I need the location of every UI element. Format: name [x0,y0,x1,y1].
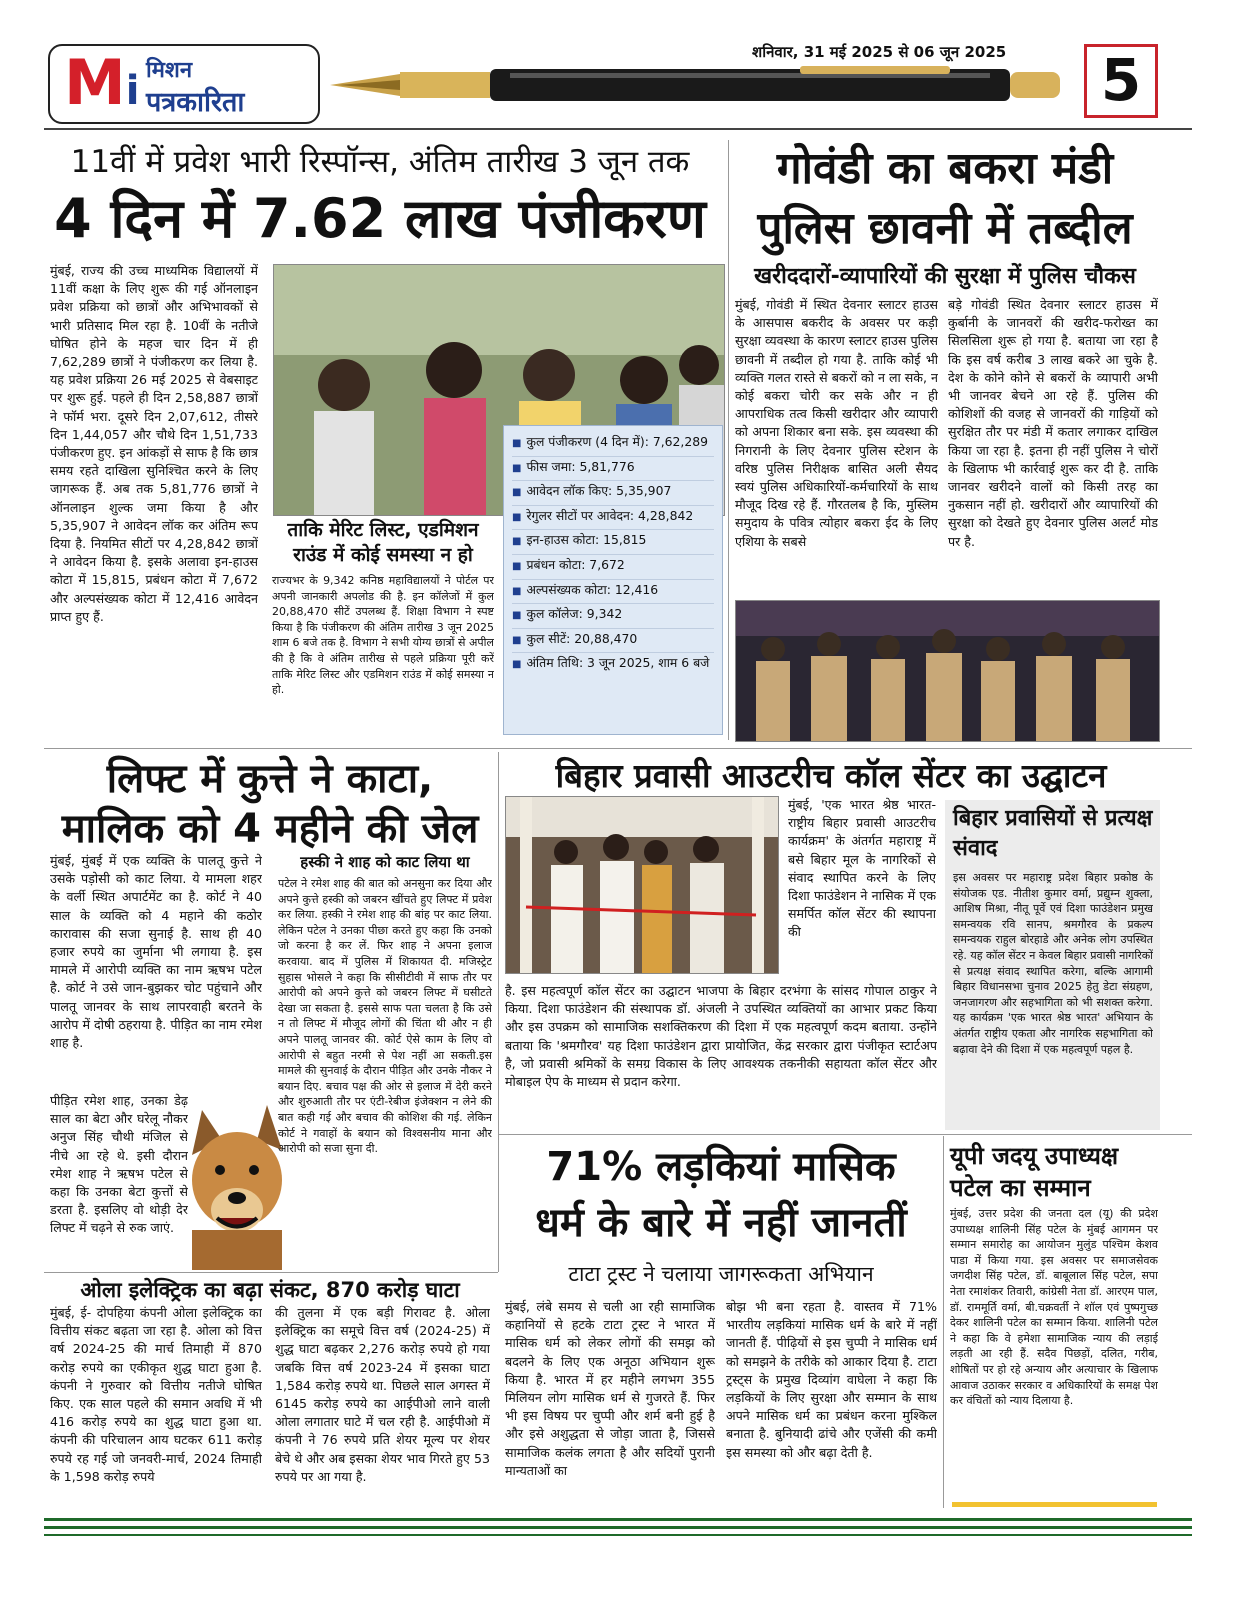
story4-body-top: मुंबई, 'एक भारत श्रेष्ठ भारत-राष्ट्रीय बिहार प्रवासी आउटरीच कार्यक्रम' के अंतर्गत महाराष्ट्र में बसे बिहार मूल के नागरिकों से संवाद स्थापित करने के लिए दिशा फाउंडेशन ने नासिक में एक समर्पित कॉल सेंटर की स्थापना की [788,797,936,940]
story2-body-col1: मुंबई, गोवंडी में स्थित देवनार स्लाटर हाउस के आसपास बकरीद के अवसर पर कड़ी सुरक्षा व्यवस्था के कारण स्लाटर हाउस पुलिस छावनी में तब्दील हो गया है. ताकि कोई भी व्यक्ति गलत रास्ते से बकरों को न ला सके, न कोई बकरा चोरी कर सके और न ही आपराधिक तत्व किसी खरीदार और व्यापारी को अपना शिकार बना सके. इस व्यवस्था की निगरानी के लिए देवनार पुलिस स्टेशन के वरिष्ठ पुलिस निरीक्षक बासित अली सैयद स्वयं पुलिस अधिकारियों-कर्मचारियों के साथ मौजूद दिख रहे हैं. गौरतलब है कि, मुस्लिम समुदाय के पवित्र त्योहार बकरा ईद के लिए एशिया के सबसे [735,297,938,549]
stat-item: ■ अंतिम तिथि: 3 जून 2025, शाम 6 बजे [512,653,714,677]
footer-band [44,1526,1192,1529]
column-rule [728,140,729,740]
footer-band [44,1518,1192,1521]
story6-headline-line2: धर्म के बारे में नहीं जानतीं [535,1200,907,1246]
story1-stats-box [503,425,723,735]
police-photo [735,600,1160,742]
logo-m-mark: Mi [64,46,140,119]
story3-headline-line2: मालिक को 4 महीने की जेल [61,806,479,852]
story7-body: मुंबई, उत्तर प्रदेश की जनता दल (यू) की प्रदेश उपाध्यक्ष शालिनी सिंह पटेल के मुंबई आगमन पर सम्मान समारोह का आयोजन मुलुंड पश्चिम केशव पाडा में किया गया. इस अवसर पर समाजसेवक जगदीश सिंह पटेल, डॉ. बाबूलाल सिंह पटेल, सपा नेता रमाशंकर तिवारी, कांग्रेसी नेता डॉ. आरएम पाल, डॉ. राममूर्ति वर्मा, बी.चक्रवर्ती ने शॉल एवं पुष्पगुच्छ देकर शालिनी पटेल का सम्मान किया. शालिनी पटेल ने कहा कि वे हमेशा सामाजिक न्याय की लड़ाई लड़ती आ रही हैं. सदैव पिछड़ों, दलित, गरीब, शोषितों पर हो रहे अन्याय और अत्याचार के खिलाफ आवाज उठाकर सरकार व अधिकारियों के समक्ष पेश कर वंचितों को न्याय दिलाया है. [950,1207,1158,1408]
story1-headline: 4 दिन में 7.62 लाख पंजीकरण [54,187,706,250]
story1-kicker: 11वीं में प्रवेश भारी रिस्पॉन्स, अंतिम तारीख 3 जून तक [70,144,690,180]
story3-body: मुंबई, मुंबई में एक व्यक्ति के पालतू कुत्ते ने उसके पड़ोसी को काट लिया. ये मामला शहर के वर्ली स्थित अपार्टमेंट का है. कोर्ट ने 40 साल के व्यक्ति को 4 महाने की कठोर कारावास की सजा सुनाई है. साथ ही 40 हजार रुपये का जुर्माना भी लगाया है. इस मामले में आरोपी व्यक्ति का नाम ऋषभ पटेल है. कोर्ट ने उसे जान-बुझकर चोट पहुंचाने और पालतू जानवर के साथ लापरवाही बरतने के आरोप में दोषी ठहराया है. पीड़ित का नाम रमेश शाह है. [50,853,262,1051]
story2-headline-line1: गोवंडी का बकरा मंडी [776,143,1114,194]
story3-sub-body: पटेल ने रमेश शाह की बात को अनसुना कर दिया और अपने कुत्ते हस्की को जबरन खींचते हुए लिफ्ट में प्रवेश कर लिया. हस्की ने रमेश शाह की बांह पर काट लिया. लेकिन पटेल ने उनका पीछा करते हुए कहा कि उनको जो करना है कर लें. फिर शाह ने अपना इलाज करवाया. बाद में पुलिस में शिकायत दी. मजिस्ट्रेट सुहास भोसले ने कहा कि सीसीटीवी में साफ तौर पर आरोपी को अपने कुत्ते को जबरन लिफ्ट में घसीटते देखा जा सकता है. इससे साफ पता चलता है कि उसे न तो लिफ्ट में मौजूद लोगों की चिंता थी और न ही अपने पालतू जानवर की. कोर्ट ऐसे काम के लिए वो आरोपी से बहुत नरमी से पेश नहीं आ सकती.इस मामले की सुनवाई के दौरान पीड़ित और उनके नौकर ने बयान दिए. बचाव पक्ष की ओर से इलाज में देरी करने और शुरुआती तौर पर एंटी-रेबीज इंजेक्शन न लेने की बात कही गई और बचाव की कोशिश की गई. लेकिन कोर्ट ने गवाहों के बयान को विश्वसनीय माना और आरोपी को सजा सुना दी. [278,877,492,1156]
story4-side-body: इस अवसर पर महाराष्ट्र प्रदेश बिहार प्रकोष्ठ के संयोजक एड. नीतीश कुमार वर्मा, प्रद्युम्न शुक्ला, आशिष मिश्रा, नीतू पूर्वे एवं दिशा फाउंडेशन प्रमुख समन्वयक रवि सानप, श्रमगौरव के प्रकल्प समन्वयक राहुल बोरहाडे और अनेक लोग उपस्थित रहे. यह कॉल सेंटर न केवल बिहार प्रवासी नागरिकों से प्रत्यक्ष संवाद स्थापित करेगा, बल्कि आगामी बिहार विधानसभा चुनाव 2025 हेतु डेटा संग्रहण, जनजागरण और सहभागिता को भी सशक्त करेगा. यह कार्यक्रम 'एक भारत श्रेष्ठ भारत' अभियान के अंतर्गत राष्ट्रीय एकता और नागरिक सहभागिता को बढ़ावा देने की दिशा में एक महत्वपूर्ण पहल है. [953,871,1153,1056]
stat-item: ■ कुल सीटें: 20,88,470 [512,629,714,654]
masthead-rule [44,128,1192,130]
story2-headline-line2: पुलिस छावनी में तब्दील [757,203,1133,254]
stat-item: ■ फीस जमा: 5,81,776 [512,457,714,482]
section-rule [44,1272,498,1273]
story7-headline-line1: यूपी जदयू उपाध्यक्ष [950,1142,1119,1170]
story1-body: मुंबई, राज्य की उच्च माध्यमिक विद्यालयों में 11वीं कक्षा के लिए शुरू की गई ऑनलाइन प्रवेश प्रक्रिया को छात्रों और अभिभावकों से भारी प्रतिसाद मिल रहा है. 10वीं के नतीजे घोषित होने के महज चार दिन में ही 7,62,289 छात्रों ने पंजीकरण कर लिया है. यह प्रवेश प्रक्रिया 26 मई 2025 से वेबसाइट पर शुरू हुई. पहले ही दिन 2,58,887 छात्रों ने फॉर्म भरा. दूसरे दिन 2,07,612, तीसरे दिन 1,44,057 और चौथे दिन 1,51,733 पंजीकरण हुए. इन आंकड़ों से साफ है कि छात्र समय रहते दाखिला सुनिश्चित करने के लिए जागरूक हैं. अब तक 5,81,776 छात्रों ने ऑनलाइन शुल्क जमा किया है और 5,35,907 ने आवेदन लॉक कर अंतिम रूप दिया है. नियमित सीटों पर 4,28,842 छात्रों ने आवेदन किया है. इसके अलावा इन-हाउस कोटा में 15,815, प्रबंधन कोटा में 7,672 और अल्पसंख्यक कोटा में 12,416 आवेदन प्राप्त हुए हैं. [50,263,258,624]
stat-item: ■ अल्पसंख्यक कोटा: 12,416 [512,580,714,605]
stat-item: ■ कुल पंजीकरण (4 दिन में): 7,62,289 [512,432,714,457]
story4-headline: बिहार प्रवासी आउटरीच कॉल सेंटर का उद्घाटन [555,756,1107,795]
story3-headline-line1: लिफ्ट में कुत्ते ने काटा, [106,756,434,802]
story1-sub-body: राज्यभर के 9,342 कनिष्ठ महाविद्यालयों ने पोर्टल पर अपनी जानकारी अपलोड की है. इन कॉलेजों में कुल 20,88,470 सीटें उपलब्ध हैं. शिक्षा विभाग ने स्पष्ट किया है कि पंजीकरण की अंतिम तारीख 3 जून 2025 शाम 6 बजे तक है. विभाग ने सभी योग्य छात्रों से अपील की है कि वे अंतिम तारीख से पहले प्रक्रिया पूरी करें ताकि मेरिट लिस्ट और एडमिशन राउंड में कोई समस्या न हो. [272,574,494,697]
stat-item: ■ रेगुलर सीटों पर आवेदन: 4,28,842 [512,506,714,531]
story4-side-head: बिहार प्रवासियों से प्रत्यक्ष संवाद [953,806,1153,861]
stat-item: ■ आवेदन लॉक किए: 5,35,907 [512,481,714,506]
story4-side-box [945,800,1160,1130]
stat-item: ■ कुल कॉलेज: 9,342 [512,604,714,629]
story5-body-col2: की तुलना में एक बड़ी गिरावट है. ओला इलेक्ट्रिक का समूचे वित्त वर्ष (2024-25) में शुद्ध घाटा बढ़कर 2,276 करोड़ रुपये हो गया जबकि वित्त वर्ष 2023-24 में इसका घाटा 1,584 करोड़ रुपये था. पिछले साल अगस्त में 6145 करोड़ रुपये का आईपीओ लाने वाली ओला लगातार घाटे में चल रही है. आईपीओ में कंपनी ने 76 रुपये प्रति शेयर मूल्य पर शेयर बेचे थे और अब इसका शेयर भाव गिरते हुए 53 रुपये पर आ गया है. [275,1305,490,1484]
story6-headline-line1: 71% लड़कियां मासिक [546,1144,896,1190]
story5-body-col1: मुंबई, ई- दोपहिया कंपनी ओला इलेक्ट्रिक का वित्तीय संकट बढ़ता जा रहा है. ओला को वित्त वर्ष 2024-25 की मार्च तिमाही में 870 करोड़ रुपये का एकीकृत शुद्ध घाटा हुआ है. कंपनी ने गुरुवार को वित्तीय नतीजे घोषित किए. एक साल पहले की समान अवधि में भी 416 करोड़ रुपये का शुद्ध घाटा हुआ था. कंपनी की परिचालन आय घटकर 611 करोड़ रुपये रह गई जो जनवरी-मार्च, 2024 तिमाही के 1,598 करोड़ रुपये [50,1305,262,1484]
story6-body-col2: बोझ भी बना रहता है. वास्तव में 71% भारतीय लड़कियां मासिक धर्म के बारे में नहीं जानती हैं. पीढ़ियों से इस चुप्पी ने मासिक धर्म को समझने के तरीके को आकार दिया है. टाटा ट्रस्ट्स के प्रमुख दिव्यांग वाघेला ने कहा कि लड़कियों के लिए सुरक्षा और सम्मान के साथ अपने मासिक धर्म का प्रबंधन करना मुश्किल बनाता है. बुनियादी ढांचे और एजेंसी की कमी इस समस्या को और बढ़ा देती है. [726,1299,937,1460]
footer-band [44,1534,1192,1536]
masthead-logo[interactable] [48,44,320,124]
story7-headline-line2: पटेल का सम्मान [950,1174,1091,1202]
story6-body-col1: मुंबई, लंबे समय से चली आ रही सामाजिक कहानियों से हटके टाटा ट्रस्ट ने भारत में मासिक धर्म को लेकर लोगों की समझ को बदलने के लिए एक अनूठा अभियान शुरू किया है. भारत में हर महीने लगभग 355 मिलियन लोग मासिक धर्म से गुजरते हैं. फिर भी इस विषय पर चुप्पी और शर्म बनी हुई है और इसे अशुद्धता से जोड़ा जाता है, जिससे सामाजिक कलंक लगता है और सदियों पुरानी मान्यताओं का [505,1299,715,1478]
logo-line1: मिशन [146,58,193,83]
stat-item: ■ इन-हाउस कोटा: 15,815 [512,530,714,555]
accent-rule [952,1502,1157,1507]
issue-date: शनिवार, 31 मई 2025 से 06 जून 2025 [752,43,1007,61]
pen-illustration [330,60,1070,110]
story6-deck: टाटा ट्रस्ट ने चलाया जागरूकता अभियान [568,1262,874,1286]
story4-body-bottom: है. इस महत्वपूर्ण कॉल सेंटर का उद्घाटन भाजपा के बिहार दरभंगा के सांसद गोपाल ठाकुर ने किया. दिशा फाउंडेशन की संस्थापक डॉ. अंजली ने उपस्थित व्यक्तियों का आभार प्रकट किया और इस उपक्रम को सामाजिक सशक्तिकरण की दिशा में एक महत्वपूर्ण कदम बताया. उन्होंने बताया कि 'श्रमगौरव' यह दिशा फाउंडेशन द्वारा प्रायोजित, केंद्र सरकार द्वारा पंजीकृत स्टार्टअप है, जो प्रवासी श्रमिकों के समग्र विकास के लिए आवश्यक तकनीकी सहायता कॉल सेंटर और मोबाइल ऐप के माध्यम से प्रदान करेगा. [505,983,937,1090]
column-rule [498,752,499,1272]
story3-subhead: हस्की ने शाह को काट लिया था [300,853,470,871]
inauguration-photo [505,796,779,974]
page-number: 5 [1084,44,1158,118]
section-rule [498,1134,1192,1135]
stat-item: ■ प्रबंधन कोटा: 7,672 [512,555,714,580]
dog-illustration [182,1100,292,1270]
logo-line2: पत्रकारिता [146,87,245,118]
story3-body-wrap: पीड़ित रमेश शाह, उनका डेढ़ साल का बेटा और घरेलू नौकर अनुज सिंह चौथी मंजिल से नीचे आ रहे थे. इसी दौरान रमेश शाह ने ऋषभ पटेल से कहा कि उनका बेटा कुत्तों से डरता है. इसलिए वो थोड़ी देर लिफ्ट में चढ़ने से रुक जाएं. [50,1093,188,1236]
column-rule [943,1136,944,1508]
story2-deck: खरीददारों-व्यापारियों की सुरक्षा में पुलिस चौकस [754,264,1136,289]
story1-subhead: ताकि मेरिट लिस्ट, एडमिशन राउंड में कोई समस्या न हो [287,519,479,566]
story5-headline: ओला इलेक्ट्रिक का बढ़ा संकट, 870 करोड़ घाटा [80,1278,460,1302]
section-rule [44,748,1192,749]
story2-body-col2: बड़े गोवंडी स्थित देवनार स्लाटर हाउस में कुर्बानी के जानवरों की खरीद-फरोख्त का सिलसिला शुरू हो गया है. बताया जा रहा है कि इस वर्ष करीब 3 लाख बकरे आ चुके है. देश के कोने कोने से बकरों के व्यापारी अभी भी जानवर बेचने आ रहे हैं. पुलिस की कोशिशों की वजह से जानवरों की गाड़ियों को सुरक्षित तौर पर मंडी में कतार लगाकर दाखिल किया जा रहा है. इतना ही नहीं पुलिस ने चोरों के खिलाफ भी कार्रवाई शुरू कर दी है. ताकि जानवर खरीदने वालों को किसी तरह का नुकसान नहीं हो. खरीदारों और व्यापारियों की सुरक्षा को देखते हुए देवनार पुलिस अलर्ट मोड पर है. [948,297,1158,549]
